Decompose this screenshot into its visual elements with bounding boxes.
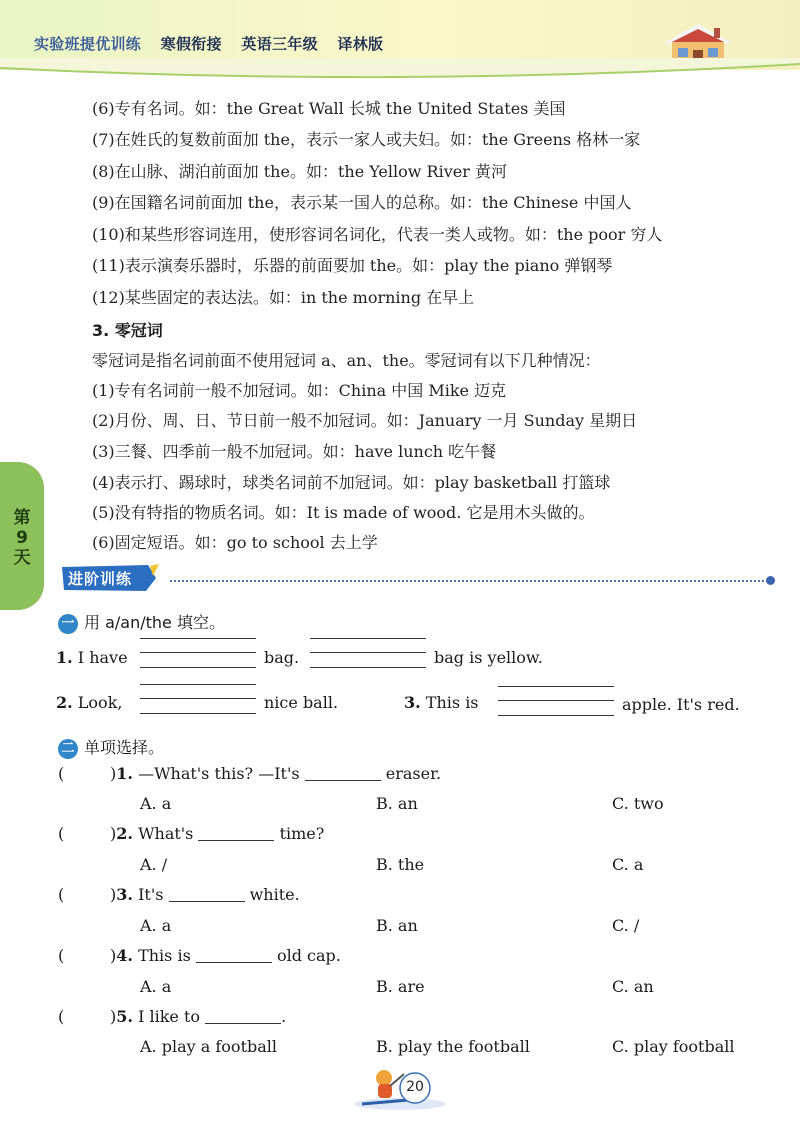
q1-number: 1.	[56, 648, 73, 667]
q1-line	[56, 648, 128, 667]
mc-q4-option-b[interactable]: B. are	[376, 977, 425, 996]
mc-q4-answer-slot[interactable]: ( )	[58, 946, 117, 965]
q3-text-b: apple. It's red.	[622, 695, 740, 714]
mc-q2-stem-b: time?	[279, 824, 325, 843]
mc-q1-stem-a: —What's this? —It's	[138, 764, 300, 783]
mc-q4-number: 4.	[116, 946, 133, 965]
mc-q2-stem-a: What's	[138, 824, 194, 843]
q3-text-a: This is	[425, 693, 479, 712]
zero-rule-6: (6)固定短语。如：go to school 去上学	[92, 533, 378, 552]
q1-blank1-line-top	[140, 638, 256, 639]
part1-instruction: 用 a/an/the 填空。	[84, 613, 225, 632]
exercise-banner: 进阶训练	[68, 570, 133, 588]
q1-text-a: I have	[77, 648, 128, 667]
mc-q2-option-c[interactable]: C. a	[612, 855, 644, 874]
mc-q5	[58, 1007, 286, 1026]
mc-q3-option-b[interactable]: B. an	[376, 916, 418, 935]
part2-instruction: 单项选择。	[84, 738, 165, 757]
mc-q5-option-a[interactable]: A. play a football	[140, 1037, 278, 1056]
part2-title	[58, 735, 164, 759]
zero-article-intro: 零冠词是指名词前面不使用冠词 a、an、the。零冠词有以下几种情况：	[92, 351, 601, 370]
mc-q4-option-c[interactable]: C. an	[612, 977, 654, 996]
mc-q1-option-c[interactable]: C. two	[612, 794, 664, 813]
mc-q4-stem-b: old cap.	[276, 946, 341, 965]
q3-blank-input[interactable]	[498, 715, 614, 716]
mc-q5-option-c[interactable]: C. play football	[612, 1037, 735, 1056]
zero-article-title: 3. 零冠词	[92, 321, 163, 340]
divider-end-dot	[766, 576, 775, 585]
edition-name: 译林版	[337, 35, 384, 53]
mc-q3-blank	[169, 901, 245, 902]
q3-blank-line-top	[498, 686, 614, 687]
mc-q5-stem-b: .	[281, 1007, 287, 1026]
mc-q3-option-a[interactable]: A. a	[140, 916, 172, 935]
q3-blank-line-mid	[498, 700, 614, 701]
q1-blank2-line-mid	[310, 652, 426, 653]
mc-q5-stem-a: I like to	[138, 1007, 201, 1026]
q2-line	[56, 693, 122, 712]
q1-blank1-line-mid	[140, 652, 256, 653]
rule-12: (12)某些固定的表达法。如：in the morning 在早上	[92, 288, 475, 307]
mc-q1-number: 1.	[116, 764, 133, 783]
q2-blank-line-top	[140, 684, 256, 685]
zero-rule-2: (2)月份、周、日、节日前一般不加冠词。如：January 一月 Sunday 星期日	[92, 411, 638, 430]
zero-rule-1: (1)专有名词前一般不加冠词。如：China 中国 Mike 迈克	[92, 381, 507, 400]
mc-q2-option-a[interactable]: A. /	[140, 855, 168, 874]
q1-text-b: bag.	[264, 648, 300, 667]
zero-rule-5: (5)没有特指的物质名词。如：It is made of wood. 它是用木头做的。	[92, 503, 595, 522]
mc-q3-option-c[interactable]: C. /	[612, 916, 640, 935]
mc-q2-answer-slot[interactable]: ( )	[58, 824, 117, 843]
zero-rule-3: (3)三餐、四季前一般不加冠词。如：have lunch 吃午餐	[92, 442, 497, 461]
q1-blank2-input[interactable]	[310, 667, 426, 668]
rule-10: (10)和某些形容词连用，使形容词名词化，代表一类人或物。如：the poor 穷人	[92, 225, 663, 244]
day-label: 第 9 天	[13, 508, 31, 568]
rule-11: (11)表示演奏乐器时，乐器的前面要加 the。如：play the piano 弹钢琴	[92, 256, 613, 275]
q2-blank-line-mid	[140, 698, 256, 699]
mc-q2	[58, 824, 324, 843]
q1-blank1-input[interactable]	[140, 667, 256, 668]
zero-rule-4: (4)表示打、踢球时，球类名词前不加冠词。如：play basketball 打篮球	[92, 473, 611, 492]
mc-q1-option-b[interactable]: B. an	[376, 794, 418, 813]
mc-q3-answer-slot[interactable]: ( )	[58, 885, 117, 904]
mc-q1-option-a[interactable]: A. a	[140, 794, 172, 813]
mc-q3-stem-a: It's	[138, 885, 164, 904]
subject-name: 英语三年级	[241, 35, 318, 53]
header-title	[34, 33, 397, 54]
rule-6: (6)专有名词。如：the Great Wall 长城 the United States 美国	[92, 99, 566, 118]
q1-text-c: bag is yellow.	[434, 648, 543, 667]
mc-q4-stem-a: This is	[138, 946, 191, 965]
mc-q1-answer-slot[interactable]: ( )	[58, 764, 117, 783]
mc-q2-number: 2.	[116, 824, 133, 843]
mc-q1-blank	[305, 780, 381, 781]
q2-blank-input[interactable]	[140, 713, 256, 714]
mc-q1	[58, 764, 441, 783]
part1-badge: 一	[58, 614, 78, 634]
mc-q3-number: 3.	[116, 885, 133, 904]
q2-text-b: nice ball.	[264, 693, 339, 712]
page-number: 20	[406, 1079, 424, 1095]
rule-9: (9)在国籍名词前面加 the，表示某一国人的总称。如：the Chinese 中国人	[92, 193, 632, 212]
part1-title	[58, 610, 225, 634]
q1-blank2-line-top	[310, 638, 426, 639]
rule-7: (7)在姓氏的复数前面加 the，表示一家人或夫妇。如：the Greens 格林一家	[92, 130, 641, 149]
part2-badge: 二	[58, 739, 78, 759]
mc-q4-option-a[interactable]: A. a	[140, 977, 172, 996]
header-curve	[0, 58, 800, 88]
mc-q3-stem-b: white.	[249, 885, 300, 904]
q2-number: 2.	[56, 693, 73, 712]
q3-line	[404, 693, 479, 712]
segment-name: 寒假衔接	[160, 35, 222, 53]
mc-q5-option-b[interactable]: B. play the football	[376, 1037, 530, 1056]
mc-q3	[58, 885, 300, 904]
q3-number: 3.	[404, 693, 421, 712]
mc-q5-number: 5.	[116, 1007, 133, 1026]
series-name: 实验班提优训练	[34, 35, 142, 53]
mc-q5-blank	[205, 1023, 281, 1024]
mc-q4-blank	[196, 962, 272, 963]
mc-q2-option-b[interactable]: B. the	[376, 855, 425, 874]
rule-8: (8)在山脉、湖泊前面加 the。如：the Yellow River 黄河	[92, 162, 507, 181]
banner-divider	[170, 580, 768, 582]
mc-q2-blank	[198, 840, 274, 841]
q2-text-a: Look,	[77, 693, 123, 712]
mc-q1-stem-b: eraser.	[385, 764, 442, 783]
mc-q5-answer-slot[interactable]: ( )	[58, 1007, 117, 1026]
mc-q4	[58, 946, 341, 965]
